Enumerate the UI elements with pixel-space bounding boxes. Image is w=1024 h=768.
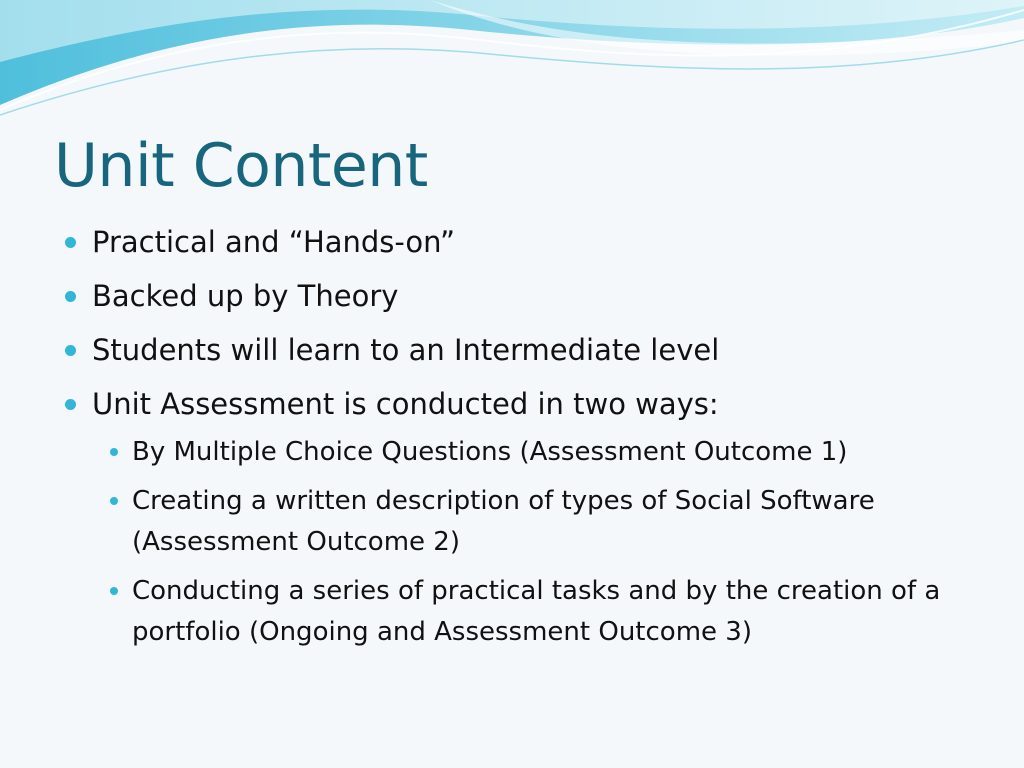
round-bullet-icon bbox=[65, 345, 76, 356]
sub-bullet-text: By Multiple Choice Questions (Assessment Outcome 1) bbox=[132, 437, 848, 467]
round-bullet-icon bbox=[65, 399, 76, 410]
sub-list-item bbox=[104, 481, 1002, 563]
slide-title: Unit Content bbox=[54, 131, 428, 201]
round-bullet-icon bbox=[65, 237, 76, 248]
bullet-text: Unit Assessment is conducted in two ways: bbox=[92, 387, 719, 421]
bullet-text: Backed up by Theory bbox=[92, 279, 399, 313]
round-bullet-icon bbox=[110, 587, 118, 595]
bullet-text: Practical and “Hands-on” bbox=[92, 225, 455, 259]
wave-header-decoration bbox=[0, 0, 1024, 120]
sub-bullet-text: Conducting a series of practical tasks and by the creation of a portfolio (Ongoing and Assessment Outcome 3) bbox=[132, 576, 941, 647]
sub-list-item bbox=[104, 571, 1002, 653]
list-item bbox=[62, 276, 1002, 316]
sub-bullet-text: Creating a written description of types of Social Software (Assessment Outcome 2) bbox=[132, 486, 875, 557]
list-item bbox=[62, 384, 1002, 653]
bullet-text: Students will learn to an Intermediate level bbox=[92, 333, 720, 367]
sub-list-item bbox=[104, 432, 1002, 473]
list-item bbox=[62, 330, 1002, 370]
round-bullet-icon bbox=[65, 291, 76, 302]
list-item bbox=[62, 222, 1002, 262]
sub-bullet-list bbox=[104, 432, 1002, 653]
round-bullet-icon bbox=[110, 497, 118, 505]
round-bullet-icon bbox=[110, 448, 118, 456]
bullet-list bbox=[62, 222, 1002, 667]
